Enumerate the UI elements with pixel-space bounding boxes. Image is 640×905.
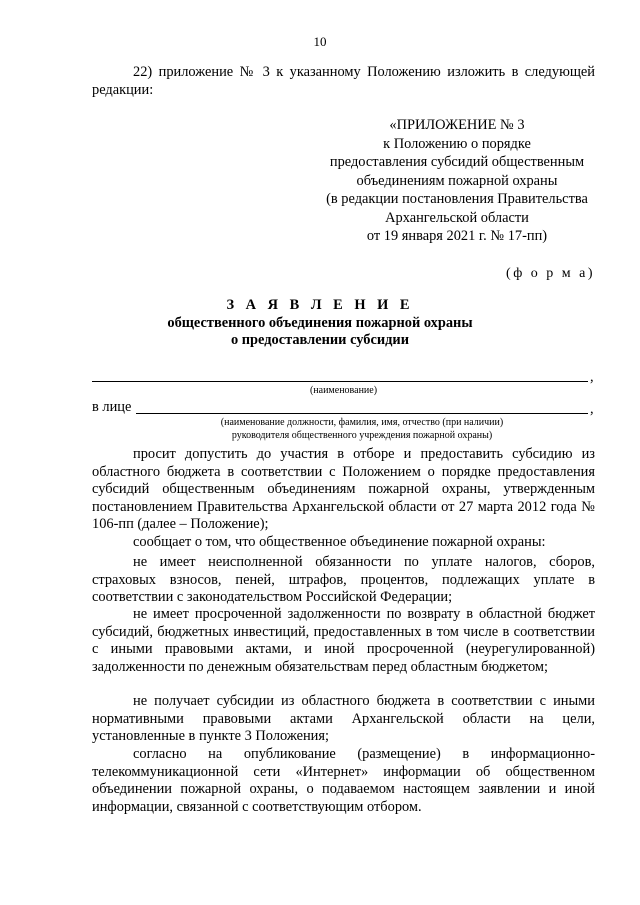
body-paragraph: сообщает о том, что общественное объединение пожарной охраны: xyxy=(133,534,546,550)
appendix-line: (в редакции постановления Правительства xyxy=(326,191,588,207)
body-paragraph: согласно на опубликование (размещение) в информационно-телекоммуникационной сети «Интернет» информации об общественном объединении пожарной охраны, о подаваемом настоящем заявлении и иной информации, связанной с соответствующим отбором. xyxy=(92,746,595,815)
appendix-line: Архангельской области xyxy=(385,209,529,226)
title-subtitle: о предоставлении субсидии xyxy=(230,332,410,348)
title-subtitle: общественного объединения пожарной охраны xyxy=(167,314,473,331)
name-field-caption: (наименование) xyxy=(309,385,378,396)
document-title xyxy=(0,297,640,350)
appendix-line: предоставления субсидий общественным xyxy=(329,154,585,170)
person-field-line[interactable] xyxy=(136,413,588,414)
body-paragraph: не получает субсидии из областного бюджета в соответствии с иными нормативными правовыми актами Архангельской области на цели, установленные в пункте 3 Положения; xyxy=(92,693,595,744)
body-paragraph: не имеет неисполненной обязанности по уплате налогов, сборов, страховых взносов, пеней, штрафов, процентов, подлежащих уплате в соответствии с законодательством Российской Федерации; xyxy=(92,554,595,605)
appendix-line: «ПРИЛОЖЕНИЕ № 3 xyxy=(389,117,525,133)
name-field-line[interactable] xyxy=(92,381,588,382)
name-field-comma: , xyxy=(590,369,594,385)
appendix-line: объединениям пожарной охраны xyxy=(356,172,558,189)
person-caption-line: (наименование должности, фамилия, имя, отчество (при наличии) xyxy=(220,417,504,428)
person-field-caption xyxy=(136,417,588,442)
person-field-comma: , xyxy=(590,401,594,417)
appendix-line: к Положению о порядке xyxy=(383,135,531,152)
body-paragraph: не имеет просроченной задолженности по возврату в областной бюджет субсидий, бюджетных инвестиций, предоставленных в том числе в соответствии с иными правовыми актами, и иной просроченной (неурегулированной) задолженности по денежным обязательствам перед областным бюджетом; xyxy=(92,606,595,675)
body-paragraph: просит допустить до участия в отборе и предоставить субсидию из областного бюджета в соответствии с Положением о порядке предоставления субсидий общественным объединениям пожарной охраны, утвержденным постановлением Правительства Архангельской области от 27 марта 2012 года № 106-пп (далее – Положение); xyxy=(92,446,595,532)
in-person-label: в лице xyxy=(92,399,132,415)
page-number: 10 xyxy=(313,34,327,49)
intro-paragraph: 22) приложение № 3 к указанному Положению изложить в следующей редакции: xyxy=(92,64,595,98)
appendix-line: от 19 января 2021 г. № 17-пп) xyxy=(366,228,548,244)
appendix-header xyxy=(316,116,598,246)
form-label: (ф о р м а) xyxy=(506,266,595,281)
person-caption-line: руководителя общественного учреждения пожарной охраны) xyxy=(231,429,493,441)
title-main: З А Я В Л Е Н И Е xyxy=(226,297,414,313)
